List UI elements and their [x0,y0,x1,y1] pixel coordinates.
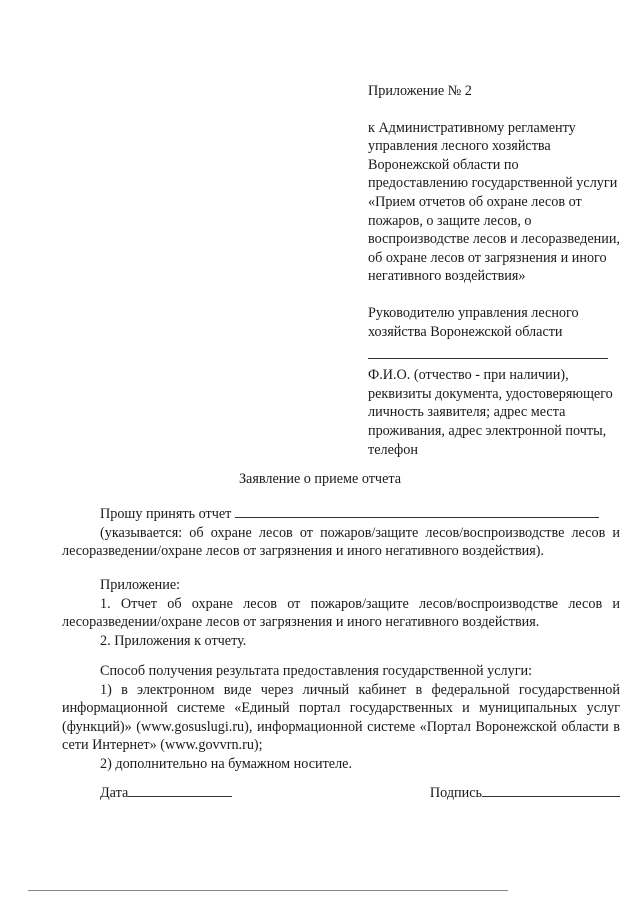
signature-blank [482,784,620,797]
appendix-heading: Приложение: [100,577,181,593]
appendix-item-1: 1. Отчет об охране лесов от пожаров/защите лесов/воспроизводстве лесов и лесоразведении/охране лесов от загрязнения и иного негативного воздействия. [62,595,620,631]
signature-label: Подпись [429,785,482,801]
signature-field [430,784,620,803]
date-field [62,784,232,803]
addressee-blank-line [368,357,608,359]
applicant-fields-note: Ф.И.О. (отчество - при наличии), реквизиты документа, удостоверяющего личность заявителя; адрес места проживания, адрес электронной почты, телефон [368,367,613,458]
method-option-1: 1) в электронном виде через личный кабинет в федеральной государственной информационной системе «Единый портал государственных и муниципальных услуг (функций)» (www.gosuslugi.ru), информационной системе «Портал Воронежской области в сети Интернет» (www.govvrn.ru); [62,681,620,754]
request-label: Прошу принять отчет [100,506,232,522]
regulation-reference: к Административному регламенту управления лесного хозяйства Воронежской области по предоставлению государственной услуги «Прием отчетов об охране лесов от пожаров, о защите лесов, о воспроизводстве лесов и лесоразведении, об охране лесов от загрязнения и иного негативного воздействия» [368,119,620,285]
signature-row [62,784,620,803]
document-title: Заявление о приеме отчета [238,471,402,487]
method-heading: Способ получения результата предоставления государственной услуги: [100,663,533,679]
scan-edge-line [28,890,508,891]
date-label: Дата [100,785,129,801]
header-block [368,82,620,459]
method-option-2: 2) дополнительно на бумажном носителе. [100,755,353,772]
request-section [62,505,620,561]
request-line [62,505,620,524]
appendix-section [62,576,620,650]
report-type-blank [235,505,599,518]
date-blank [128,784,232,797]
addressee: Руководителю управления лесного хозяйства Воронежской области [368,304,579,340]
request-hint: (указывается: об охране лесов от пожаров/защите лесов/воспроизводстве лесов и лесоразведении/охране лесов от загрязнения и иного негативного воздействия). [62,524,620,560]
appendix-number: Приложение № 2 [368,83,472,99]
appendix-item-2: 2. Приложения к отчету. [100,632,247,649]
result-method-section [62,662,620,774]
